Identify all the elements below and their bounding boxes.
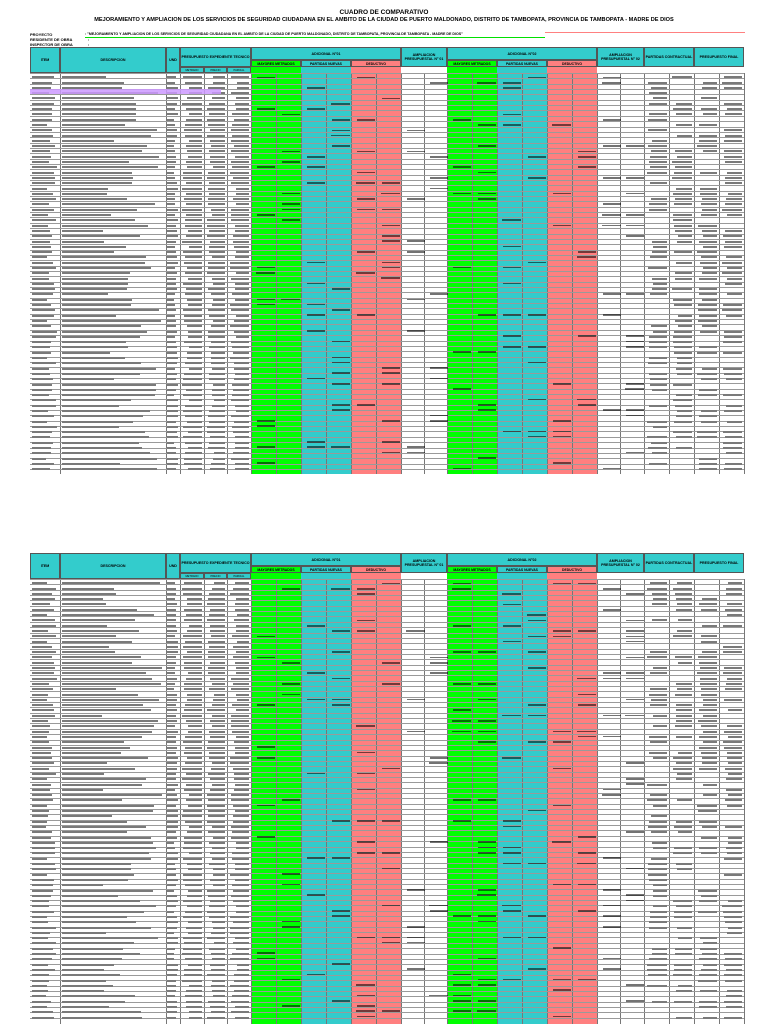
cell-text-strokes: [167, 579, 179, 1019]
document-subtitle: MEJORAMIENTO Y AMPLIACION DE LOS SERVICIOS DE SEGURIDAD CIUDADANA EN EL AMBITO DE LA CIUDAD DE PUERTO MALDONADO, DISTRITO DE TAMBOPATA, PROVINCIA DE TAMBOPATA - MADRE DE DIOS: [94, 17, 674, 23]
cell-value-strokes: [327, 73, 349, 469]
header-partidas-nuevas-2b: PARTIDAS NUEVAS: [497, 566, 547, 573]
header-mayores-metrados-2: MAYORES METRADOS: [447, 60, 497, 67]
header-deductivo-b: DEDUCTIVO: [351, 566, 401, 573]
proyecto-value: : "MEJORAMIENTO Y AMPLIACION DE LOS SERVICIOS DE SEGURIDAD CIUDADANA EN EL AMBITO DE LA CIUDAD DE PUERTO MALDONADO, DISTRITO DE TAMBOPATA, PROVINCIA DE TAMBOPATA - MADRE DE DIOS": [85, 32, 463, 36]
cell-value-strokes: [277, 579, 299, 1017]
cell-text-strokes: [167, 73, 179, 470]
header-partidas-nuevas-b: PARTIDAS NUEVAS: [301, 566, 351, 573]
cell-value-strokes: [573, 579, 595, 1017]
inspector-value: :: [88, 42, 90, 48]
cell-value-strokes: [473, 579, 495, 1017]
cell-text-strokes: [181, 579, 202, 1019]
cell-text-strokes: [206, 73, 225, 470]
cell-text-strokes: [32, 73, 58, 470]
cell-text-strokes: [32, 579, 58, 1019]
header-mayores-metrados-2b: MAYORES METRADOS: [447, 566, 497, 573]
header-mayores-metrados: MAYORES METRADOS: [251, 60, 301, 67]
table-body-2: [30, 579, 744, 1024]
cell-value-strokes: [327, 579, 349, 1017]
header-presupuesto-final: PRESUPUESTO FINAL: [694, 47, 744, 67]
header-parcial-b: PARCIAL: [227, 573, 251, 579]
cell-value-strokes: [498, 73, 520, 469]
cell-value-strokes: [473, 73, 495, 469]
comparison-table-2: [30, 553, 744, 1024]
header-deductivo-2b: DEDUCTIVO: [547, 566, 597, 573]
cell-value-strokes: [402, 73, 424, 469]
header-presupuesto-expediente: PRESUPUESTO EXPEDIENTE TECNICO: [180, 47, 251, 67]
cell-text-strokes: [62, 579, 162, 1019]
header-partidas-contractual: PARTIDAS CONTRACTUAL: [644, 47, 694, 67]
header-ampliacion-1-b: AMPLIACION PRESUPUESTAL N° 01: [401, 553, 447, 573]
cell-value-strokes: [252, 579, 274, 1017]
cell-text-strokes: [646, 73, 667, 470]
table-body-1: [30, 73, 744, 474]
header-descripcion: DESCRIPCION: [60, 47, 166, 73]
inspector-label: INSPECTOR DE OBRA: [30, 42, 73, 48]
cell-value-strokes: [402, 579, 424, 1017]
document-title: CUADRO DE COMPARATIVO: [339, 9, 429, 16]
header-metrado-b: METRADO: [180, 573, 204, 579]
cell-value-strokes: [352, 579, 374, 1017]
cell-text-strokes: [671, 579, 692, 1019]
header-descripcion-b: DESCRIPCION: [60, 553, 166, 579]
cell-value-strokes: [352, 73, 374, 469]
cell-value-strokes: [302, 73, 324, 469]
header-deductivo-2: DEDUCTIVO: [547, 60, 597, 67]
cell-text-strokes: [62, 73, 162, 470]
header-partidas-nuevas: PARTIDAS NUEVAS: [301, 60, 351, 67]
header-adicional-1: ADICIONAL N°01: [251, 47, 401, 60]
highlighted-row: [30, 89, 221, 94]
cell-value-strokes: [621, 73, 643, 469]
cell-value-strokes: [598, 73, 620, 469]
cell-value-strokes: [277, 73, 299, 469]
cell-value-strokes: [598, 579, 620, 1017]
header-und-b: UND: [166, 553, 180, 579]
header-metrado: METRADO: [180, 67, 204, 73]
cell-value-strokes: [448, 73, 470, 469]
highlight-line-green: [85, 37, 545, 38]
proyecto-label: PROYECTO: [30, 32, 53, 37]
cell-value-strokes: [425, 579, 447, 1017]
cell-value-strokes: [523, 73, 545, 469]
header-parcial: PARCIAL: [227, 67, 251, 73]
cell-text-strokes: [696, 579, 717, 1019]
cell-value-strokes: [548, 579, 570, 1017]
header-ampliacion-1: AMPLIACION PRESUPUESTAL N° 01: [401, 47, 447, 67]
cell-text-strokes: [721, 579, 742, 1019]
header-presupuesto-final-b: PRESUPUESTO FINAL: [694, 553, 744, 573]
header-mayores-metrados-b: MAYORES METRADOS: [251, 566, 301, 573]
header-partidas-nuevas-2: PARTIDAS NUEVAS: [497, 60, 547, 67]
cell-value-strokes: [573, 73, 595, 469]
cell-value-strokes: [302, 579, 324, 1017]
highlight-line-red: [545, 32, 745, 33]
header-deductivo: DEDUCTIVO: [351, 60, 401, 67]
header-ampliacion-2-b: AMPLIACION PRESUPUESTAL N° 02: [597, 553, 644, 573]
header-precio: PRECIO: [204, 67, 227, 73]
header-ampliacion-2: AMPLIACION PRESUPUESTAL N° 02: [597, 47, 644, 67]
header-und: UND: [166, 47, 180, 73]
header-adicional-2: ADICIONAL N°02: [447, 47, 597, 60]
cell-value-strokes: [548, 73, 570, 469]
cell-value-strokes: [377, 579, 399, 1017]
cell-value-strokes: [448, 579, 470, 1017]
cell-text-strokes: [646, 579, 667, 1019]
header-item-b: ITEM: [30, 553, 60, 579]
header-adicional-2-b: ADICIONAL N°02: [447, 553, 597, 566]
cell-value-strokes: [523, 579, 545, 1017]
cell-value-strokes: [377, 73, 399, 469]
cell-text-strokes: [696, 73, 717, 470]
project-meta: [30, 32, 89, 48]
comparison-table-1: [30, 47, 744, 474]
cell-text-strokes: [229, 579, 249, 1019]
residente-label: RESIDENTE DE OBRA: [30, 37, 73, 43]
cell-text-strokes: [229, 73, 249, 470]
header-adicional-1-b: ADICIONAL N°01: [251, 553, 401, 566]
header-item: ITEM: [30, 47, 60, 73]
cell-value-strokes: [425, 73, 447, 469]
residente-value: :: [88, 37, 90, 43]
header-precio-b: PRECIO: [204, 573, 227, 579]
cell-text-strokes: [671, 73, 692, 470]
cell-text-strokes: [206, 579, 225, 1019]
cell-value-strokes: [252, 73, 274, 469]
cell-text-strokes: [721, 73, 742, 470]
cell-text-strokes: [181, 73, 202, 470]
header-presupuesto-expediente-b: PRESUPUESTO EXPEDIENTE TECNICO: [180, 553, 251, 573]
cell-value-strokes: [498, 579, 520, 1017]
cell-value-strokes: [621, 579, 643, 1017]
header-partidas-contractual-b: PARTIDAS CONTRACTUAL: [644, 553, 694, 573]
